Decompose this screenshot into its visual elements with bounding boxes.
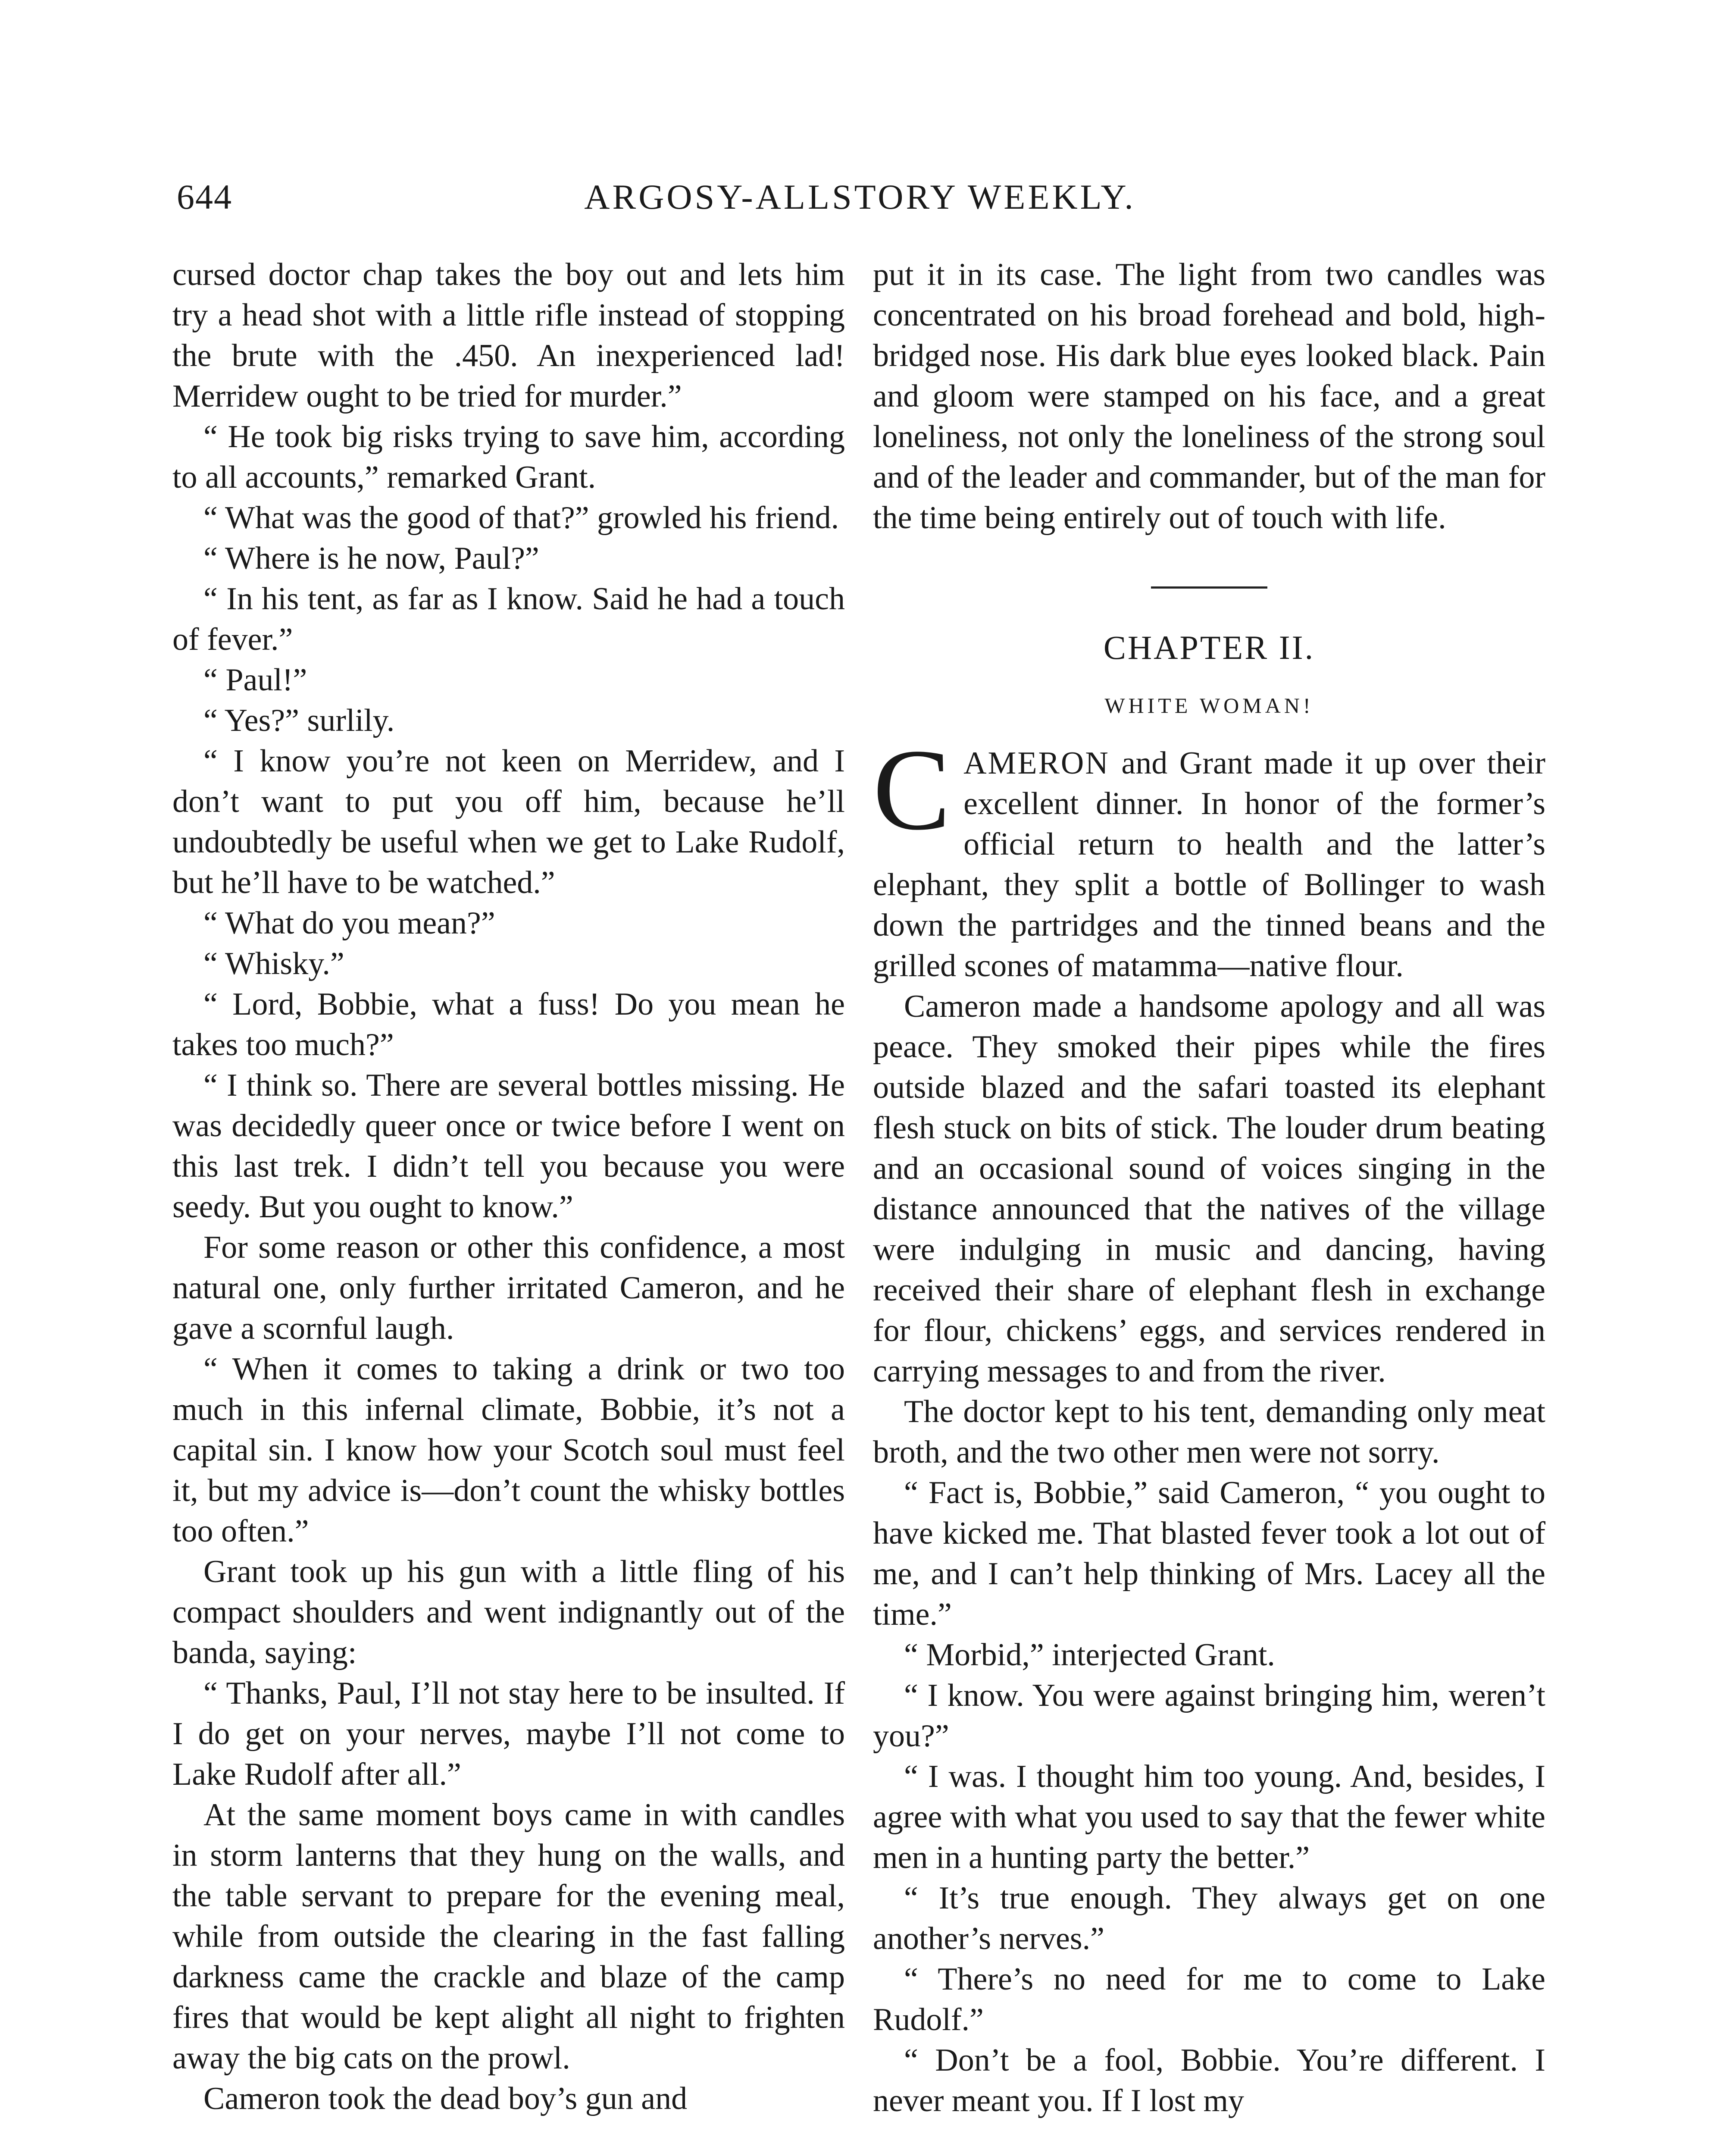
- paragraph: “ What do you mean?”: [203, 906, 495, 941]
- chapter-subtitle: WHITE WOMAN!: [1104, 693, 1314, 718]
- paragraph: “ Where is he now, Paul?”: [203, 541, 539, 576]
- paragraph: “ In his tent, as far as I know. Said he had a touch of fever.”: [172, 581, 845, 657]
- page-number: 644: [177, 177, 232, 216]
- paragraph: “ I know you’re not keen on Merridew, and I don’t want to put you off him, because he’ll undoubtedly be useful when we get to Lake Rudolf, but he’ll have to be watched.”: [172, 743, 845, 900]
- chapter-opening-paragraph: [873, 725, 1545, 986]
- section-divider: [1151, 586, 1267, 589]
- paragraph: put it in its case. The light from two candles was concentrated on his broad forehead and bold, high-bridged nose. His dark blue eyes looked black. Pain and gloom were stamped on his face, and a great loneliness, not only the loneliness of the strong soul and of the leader and commander, but of the man for the time being entirely out of touch with life.: [873, 257, 1545, 536]
- paragraph: Cameron made a handsome apology and all was peace. They smoked their pipes while the fires outside blazed and the safari toasted its elephant flesh stuck on bits of stick. The louder drum beating and an occasional sound of voices singing in the distance announced that the natives of the village were indulging in music and dancing, having received their share of elephant flesh in exchange for flour, chickens’ eggs, and services rendered in carrying messages to and from the river.: [873, 989, 1545, 1389]
- paragraph: cursed doctor chap takes the boy out and lets him try a head shot with a little rifle instead of stopping the brute with the .450. An inexperienced lad! Merridew ought to be tried for murder.”: [172, 257, 845, 414]
- paragraph: For some reason or other this confidence, a most natural one, only further irritated Cameron, and he gave a scornful laugh.: [172, 1230, 845, 1346]
- drop-cap: C: [873, 725, 951, 854]
- paragraph: “ Whisky.”: [203, 946, 344, 981]
- paragraph: Grant took up his gun with a little fling of his compact shoulders and went indignantly out of the banda, saying:: [172, 1554, 845, 1670]
- paragraph: “ Don’t be a fool, Bobbie. You’re different. I never meant you. If I lost my: [873, 2043, 1545, 2118]
- running-head: ARGOSY-ALLSTORY WEEKLY.: [584, 177, 1136, 216]
- left-column: [172, 254, 845, 2119]
- paragraph: “ He took big risks trying to save him, according to all accounts,” remarked Grant.: [172, 419, 845, 495]
- chapter-title: CHAPTER II.: [1103, 629, 1315, 666]
- paragraph: “ I know. You were against bringing him, weren’t you?”: [873, 1678, 1545, 1754]
- right-column: [873, 254, 1545, 2121]
- lead-in-word: AMERON: [963, 746, 1110, 781]
- paragraph: “ I think so. There are several bottles missing. He was decidedly queer once or twice before I went on this last trek. I didn’t tell you because you were seedy. But you ought to know.”: [172, 1068, 845, 1225]
- paragraph: “ Fact is, Bobbie,” said Cameron, “ you ought to have kicked me. That blasted fever took a lot out of me, and I can’t help thinking of Mrs. Lacey all the time.”: [873, 1475, 1545, 1632]
- paragraph: “ What was the good of that?” growled his friend.: [203, 500, 839, 536]
- paragraph: “ It’s true enough. They always get on one another’s nerves.”: [873, 1880, 1545, 1956]
- paragraph: “ Paul!”: [203, 662, 307, 698]
- paragraph: “ Morbid,” interjected Grant.: [904, 1637, 1275, 1673]
- paragraph: The doctor kept to his tent, demanding only meat broth, and the two other men were not sorry.: [873, 1394, 1545, 1470]
- paragraph: “ Yes?” surlily.: [203, 703, 395, 738]
- paragraph: “ I was. I thought him too young. And, besides, I agree with what you used to say that the fewer white men in a hunting party the better.”: [873, 1759, 1545, 1875]
- paragraph: Cameron took the dead boy’s gun and: [203, 2081, 688, 2116]
- opening-paragraph-text: and Grant made it up over their excellent dinner. In honor of the former’s official return to health and the latter’s elephant, they split a bottle of Bollinger to wash down the partridges and the tinned beans and the grilled scones of matamma—native flour.: [873, 746, 1545, 984]
- paragraph: “ When it comes to taking a drink or two too much in this infernal climate, Bobbie, it’s not a capital sin. I know how your Scotch soul must feel it, but my advice is—don’t count the whisky bottles too often.”: [172, 1351, 845, 1549]
- paragraph: “ Lord, Bobbie, what a fuss! Do you mean he takes too much?”: [172, 987, 845, 1062]
- page-header: [168, 177, 1552, 229]
- paragraph: “ There’s no need for me to come to Lake Rudolf.”: [873, 1962, 1545, 2037]
- paragraph: “ Thanks, Paul, I’ll not stay here to be insulted. If I do get on your nerves, maybe I’ll not come to Lake Rudolf after all.”: [172, 1676, 845, 1792]
- paragraph: At the same moment boys came in with candles in storm lanterns that they hung on the walls, and the table servant to prepare for the evening meal, while from outside the clearing in the fast falling darkness came the crackle and blaze of the camp fires that would be kept alight all night to frighten away the big cats on the prowl.: [172, 1797, 845, 2076]
